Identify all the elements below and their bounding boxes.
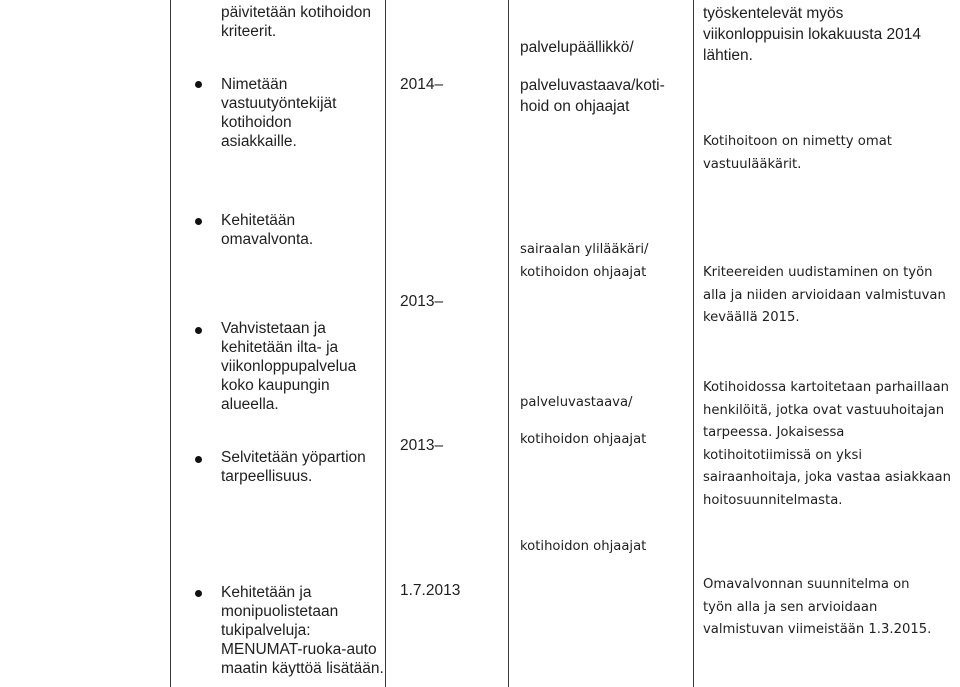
- measure-text: päivitetään kotihoidon kriteerit.: [221, 4, 371, 40]
- responsible-text: kotihoidon ohjaajat: [520, 432, 647, 447]
- measure-text: Vahvistetaan ja kehitetään ilta- ja viikonloppupalvelua koko kaupungin alueella.: [221, 320, 357, 413]
- year-text: 2013–: [400, 437, 444, 454]
- table-border-left: [170, 0, 171, 687]
- year-text: 1.7.2013: [400, 582, 461, 599]
- responsible-text: sairaalan ylilääkäri/ kotihoidon ohjaajat: [520, 242, 649, 280]
- bullet-icon: [195, 218, 202, 225]
- measure-text: Kehitetään ja monipuolistetaan tukipalveluja: MENUMAT-ruoka-auto maatin käyttöä lisätään.: [221, 584, 384, 677]
- bullet-icon: [195, 81, 202, 88]
- measure-text: Kehitetään omavalvonta.: [221, 212, 314, 248]
- table-border-year-responsible: [508, 0, 509, 687]
- measure-text: Selvitetään yöpartion tarpeellisuus.: [221, 449, 366, 485]
- status-text: Kriteereiden uudistaminen on työn alla ja niiden arvioidaan valmistuvan keväällä 2015.: [703, 265, 946, 325]
- responsible-text: palvelupäällikkö/: [520, 39, 634, 56]
- bullet-icon: [195, 327, 202, 334]
- status-text: Kotihoitoon on nimetty omat vastuulääkärit.: [703, 134, 892, 172]
- year-text: 2013–: [400, 293, 444, 310]
- table-border-responsible-status: [693, 0, 694, 687]
- bullet-icon: [195, 590, 202, 597]
- year-text: 2014–: [400, 76, 444, 93]
- status-text: työskentelevät myös viikonloppuisin lokakuusta 2014 lähtien.: [703, 5, 922, 64]
- responsible-text: palveluvastaava/koti-hoid on ohjaajat: [520, 77, 665, 115]
- responsible-text: palveluvastaava/: [520, 395, 633, 410]
- bullet-icon: [195, 456, 202, 463]
- responsible-text: kotihoidon ohjaajat: [520, 539, 647, 554]
- measure-text: Nimetään vastuutyöntekijät kotihoidon asiakkaille.: [221, 76, 337, 150]
- status-text: Kotihoidossa kartoitetaan parhaillaan henkilöitä, jotka ovat vastuuhoitajan tarpeessa. Jokaisessa kotihoitotiimissä on yksi sairaanhoitaja, joka vastaa asiakkaan hoitosuunnitelmasta.: [703, 380, 951, 508]
- status-text: Omavalvonnan suunnitelma on työn alla ja sen arvioidaan valmistuvan viimeistään 1.3.2015.: [703, 577, 932, 637]
